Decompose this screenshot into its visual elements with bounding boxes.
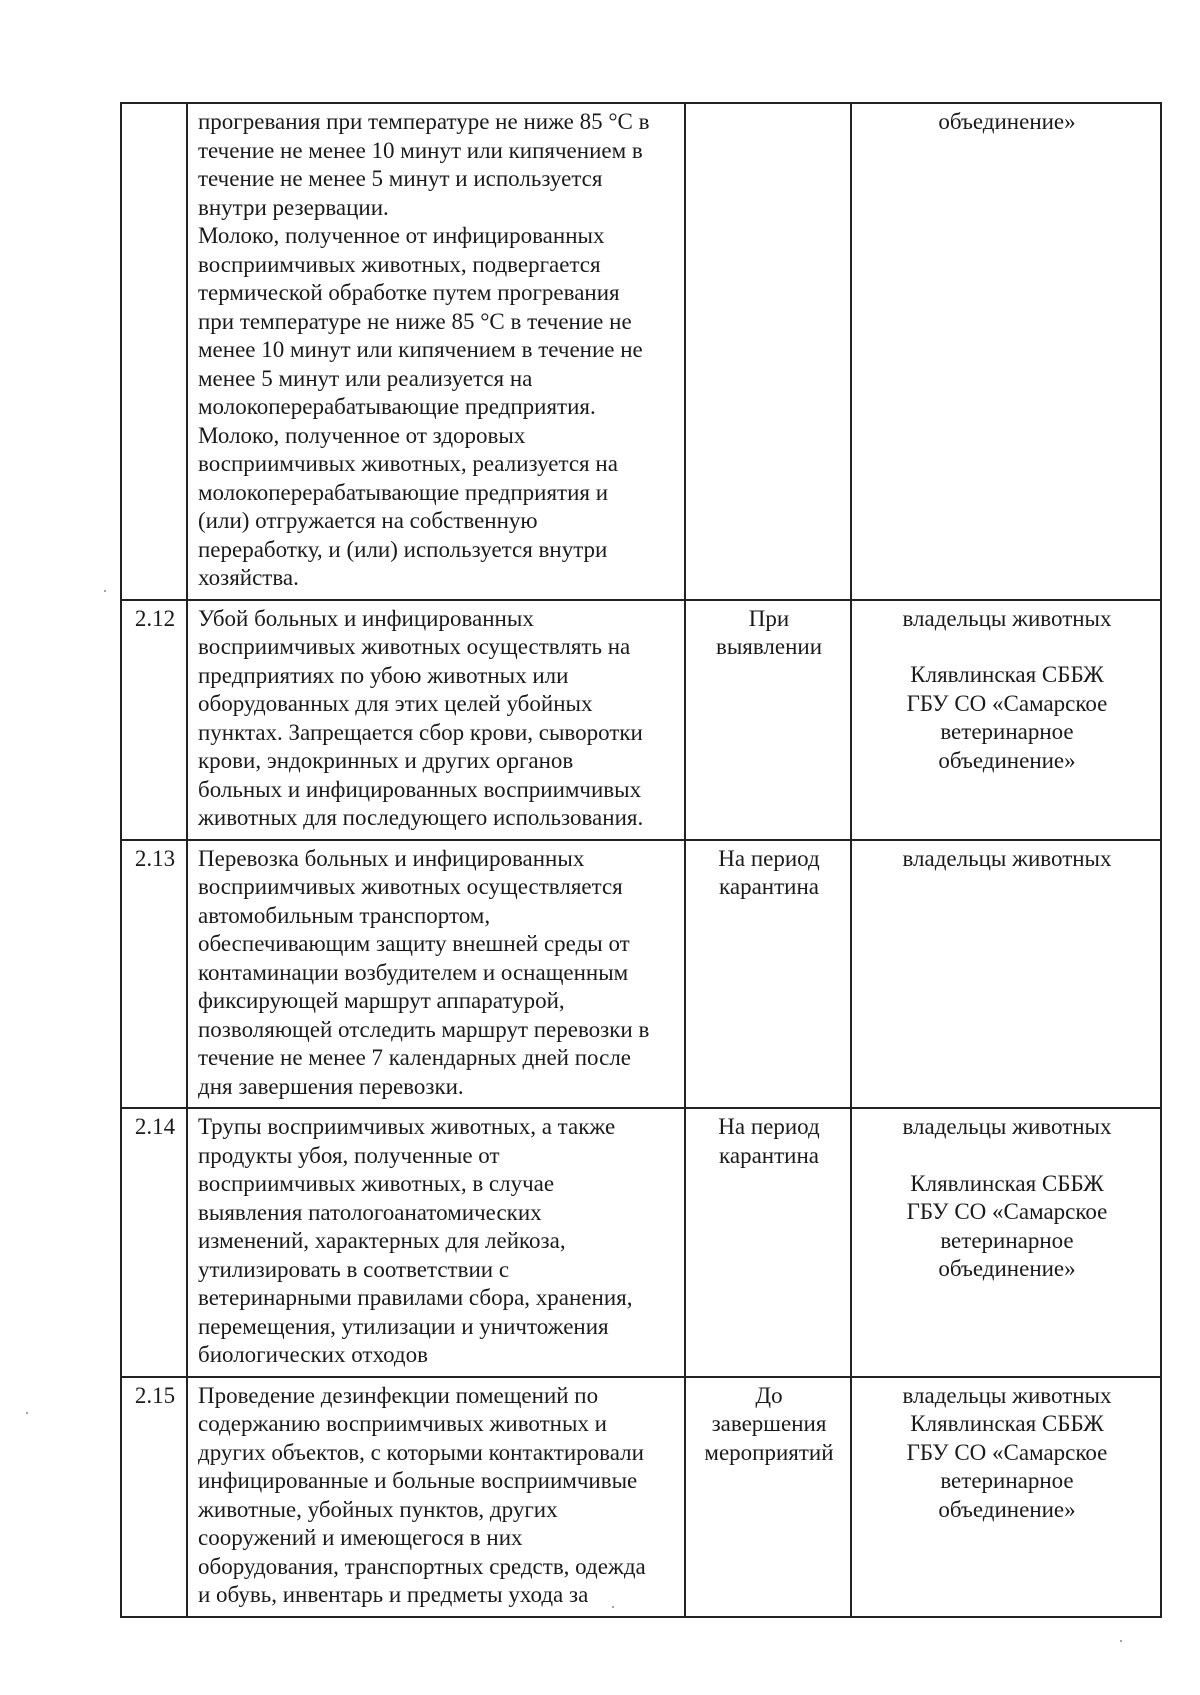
measure-paragraph: Трупы восприимчивых животных, а также продукты убоя, полученные от восприимчивых животных, в случае выявления патологоанатомических изменений, характерных для лейкоза, утилизировать в соответствии с ветеринарными правилами сбора, хранения, перемещения, утилизации и уничтожения биологических отходов (198, 1114, 633, 1367)
row-number: 2.14 (121, 1108, 187, 1377)
responsible-line: объединение» (938, 1256, 1076, 1281)
scan-speck (26, 1412, 28, 1414)
responsible-line: ветеринарное (940, 1468, 1074, 1493)
measure-period (685, 103, 851, 600)
measure-period (685, 840, 851, 1109)
responsible-line: Клявлинская СББЖ (910, 662, 1104, 687)
table-row (121, 103, 1161, 600)
measure-paragraph: Молоко, полученное от инфицированных восприимчивых животных, подвергается термической обработке путем прогревания при температуре не ниже 85 °С в течение не менее 10 минут или кипячением в течение не менее 5 минут или реализуется на молокоперерабатывающие предприятия. (198, 223, 643, 419)
table-row (121, 1377, 1161, 1617)
measure-period (685, 1108, 851, 1377)
spacer (862, 1142, 1152, 1170)
responsible-line: владельцы животных (902, 1114, 1112, 1139)
measure-responsible (851, 1377, 1161, 1617)
measure-description (187, 103, 685, 600)
table-row (121, 1108, 1161, 1377)
responsible-line: владельцы животных (902, 1382, 1112, 1408)
row-number: 2.13 (121, 840, 187, 1109)
measure-paragraph: Проведение дезинфекции помещений по содержанию восприимчивых животных и других объектов, с которыми контактировали инфицированные и больные восприимчивые животные, убойных пунктов, других сооружений и имеющегося в них оборудования, транспортных средств, одежда и обувь, инвентарь и предметы ухода за (198, 1382, 646, 1607)
measure-paragraph: Молоко, полученное от здоровых восприимчивых животных, реализуется на молокоперерабатывающие предприятия и (или) отгружается на собственную переработку, и (или) используется внутри хозяйства. (198, 422, 618, 590)
responsible-line: Клявлинская СББЖ (910, 1411, 1104, 1436)
responsible-line: Клявлинская СББЖ (910, 1170, 1104, 1196)
table-row (121, 600, 1161, 840)
measure-period (685, 1377, 851, 1617)
measure-responsible (851, 840, 1161, 1109)
measure-description (187, 1377, 685, 1617)
measures-table (120, 102, 1162, 1618)
spacer (862, 633, 1152, 661)
responsible-line: ГБУ СО «Самарское (906, 1199, 1108, 1224)
responsible-line: ГБУ СО «Самарское (906, 690, 1108, 716)
table-row (121, 840, 1161, 1109)
scan-speck (612, 1606, 614, 1608)
measure-paragraph: Перевозка больных и инфицированных восприимчивых животных осуществляется автомобильным транспортом, обеспечивающим защиту внешней среды от контаминации возбудителем и оснащенным фиксирующей маршрут аппаратурой, позволяющей отследить маршрут перевозки в течение не менее 7 календарных дней после дня завершения перевозки. (198, 845, 650, 1099)
scan-speck (104, 590, 106, 592)
measure-description (187, 840, 685, 1109)
measure-paragraph: Убой больных и инфицированных восприимчивых животных осуществлять на предприятиях по убою животных или оборудованных для этих целей убойных пунктах. Запрещается сбор крови, сыворотки крови, эндокринных и других органов больных и инфицированных восприимчивых животных для последующего использования. (198, 605, 644, 830)
period-text: На период карантина (718, 845, 820, 899)
responsible-line: ветеринарное (940, 719, 1074, 744)
responsible-line: владельцы животных (902, 605, 1112, 631)
period-text: На период карантина (718, 1114, 820, 1168)
measure-description (187, 1108, 685, 1377)
responsible-line: ветеринарное (940, 1227, 1074, 1253)
period-text: При выявлении (715, 605, 823, 659)
measure-paragraph: прогревания при температуре не ниже 85 °С в течение не менее 10 минут или кипячением в течение не менее 5 минут и используется внутри резервации. (198, 109, 650, 220)
measure-period (685, 600, 851, 840)
row-number: 2.12 (121, 600, 187, 840)
measure-responsible (851, 1108, 1161, 1377)
measure-description (187, 600, 685, 840)
row-number (121, 103, 187, 600)
measure-responsible (851, 103, 1161, 600)
responsible-line: ГБУ СО «Самарское (906, 1439, 1108, 1465)
responsible-line: объединение» (938, 109, 1076, 134)
responsible-line: объединение» (938, 747, 1076, 773)
row-number: 2.15 (121, 1377, 187, 1617)
scan-speck (1120, 1640, 1122, 1642)
responsible-line: владельцы животных (902, 845, 1112, 871)
responsible-line: объединение» (938, 1496, 1076, 1522)
table-body (121, 103, 1161, 1617)
period-text: До завершения мероприятий (704, 1382, 834, 1465)
measure-responsible (851, 600, 1161, 840)
